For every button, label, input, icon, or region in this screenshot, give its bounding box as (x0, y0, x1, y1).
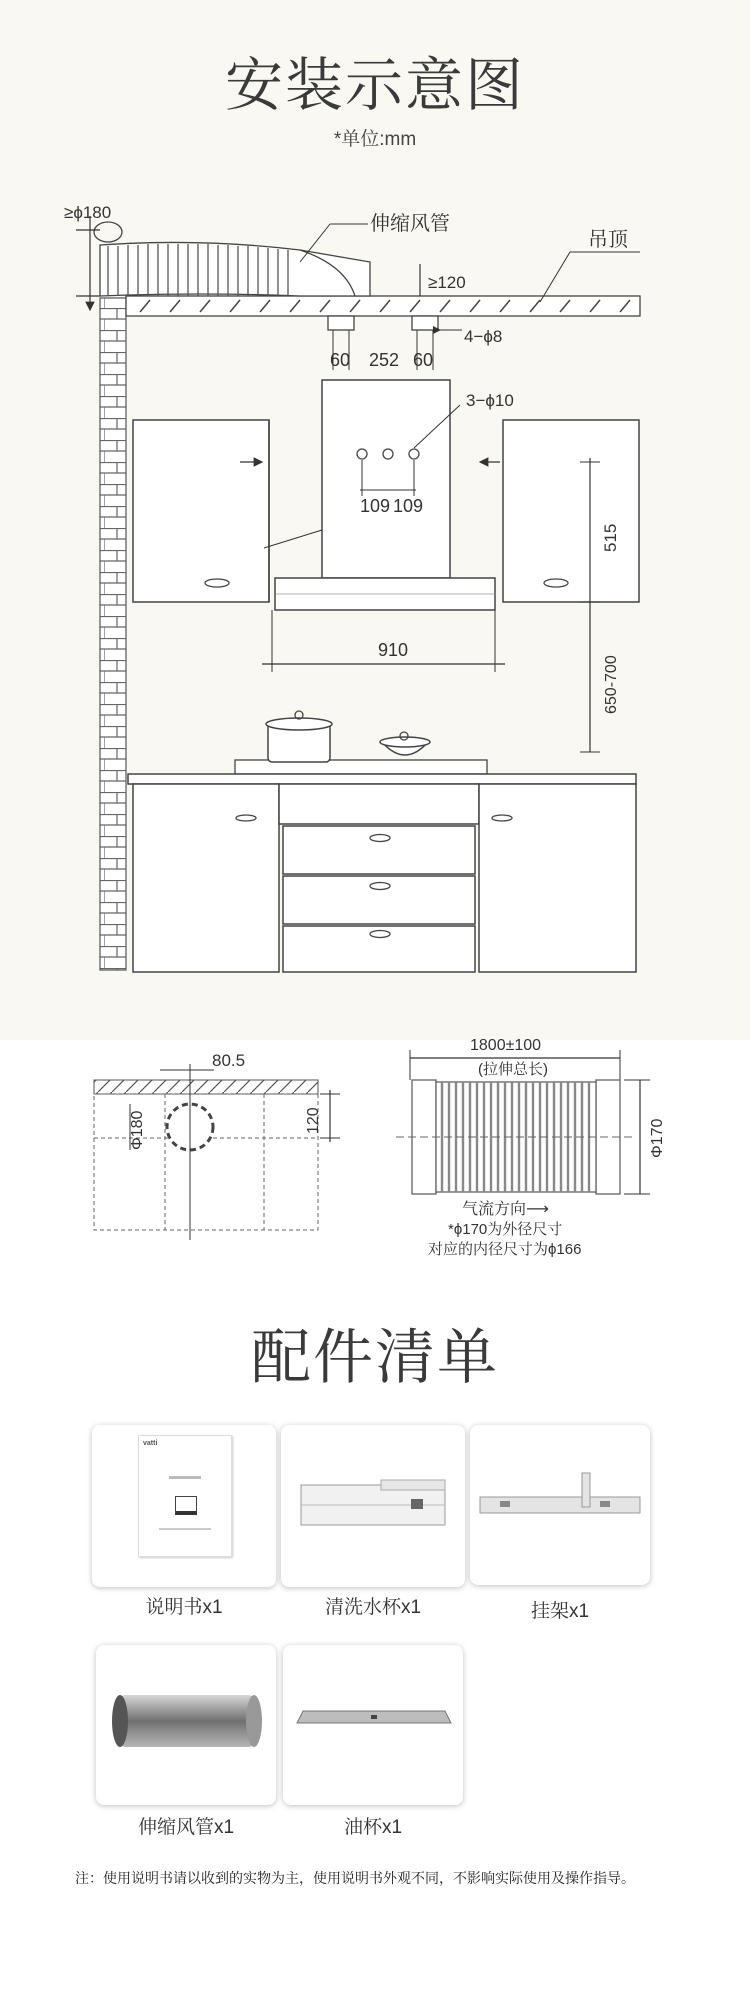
accessory-card-bracket (470, 1425, 650, 1585)
duct-length-note: (拉伸总长) (478, 1061, 548, 1078)
brick-wall (100, 298, 126, 970)
oil-cup-image (283, 1645, 463, 1805)
accessories-title: 配件清单 (251, 1323, 499, 1393)
footer-note: 注：使用说明书请以收到的实物为主，使用说明书外观不同，不影响实际使用及操作指导。 (75, 1870, 635, 1886)
stove (235, 711, 487, 774)
brand-logo: vatti (143, 1440, 158, 1447)
accessory-card-oil-cup (283, 1645, 463, 1805)
oil-cup-label: 油杯x1 (343, 1817, 403, 1838)
ge120-label: ≥120 (428, 273, 466, 292)
dim-650-700: 650-700 (603, 655, 620, 714)
duct-note-1: *ϕ170为外径尺寸 (448, 1221, 563, 1238)
ceiling-label: 吊顶 (588, 229, 628, 251)
lower-cabinets (128, 774, 636, 972)
bracket-image (470, 1425, 650, 1585)
duct-phi170: Φ170 (649, 1118, 666, 1158)
dim-120: 120 (305, 1107, 322, 1134)
phi180-top-label: ≥ϕ180 (64, 203, 112, 222)
ceiling (126, 296, 640, 316)
duct-note-2: 对应的内径尺寸为ϕ166 (428, 1241, 582, 1258)
airflow-label: 气流方向⟶ (462, 1201, 549, 1218)
manual-image (138, 1435, 232, 1557)
duct-length: 1800±100 (470, 1037, 542, 1054)
accessory-card-manual (92, 1425, 276, 1587)
unit-note: *单位:mm (333, 129, 417, 150)
dim-109b: 109 (393, 496, 424, 516)
upper-cabinet-left (133, 420, 269, 602)
dim-60b: 60 (413, 350, 434, 370)
cup-label: 清洗水杯x1 (324, 1597, 422, 1618)
holes-3-label: 3−ϕ10 (466, 391, 514, 410)
duct-label: 伸缩风管 (370, 213, 450, 235)
dim-252: 252 (369, 350, 400, 370)
manual-label: 说明书x1 (145, 1597, 223, 1618)
installation-title: 安装示意图 (224, 51, 525, 119)
accessory-card-cup (281, 1425, 465, 1587)
detail-phi180: Φ180 (129, 1110, 146, 1150)
accessory-card-duct (96, 1645, 276, 1805)
flexible-duct (94, 222, 370, 296)
cup-image (281, 1425, 465, 1587)
dim-109a: 109 (360, 496, 391, 516)
holes-4-label: 4−ϕ8 (464, 327, 503, 346)
dim-515: 515 (601, 523, 620, 552)
bracket-label: 挂架x1 (530, 1601, 590, 1622)
dim-80-5: 80.5 (212, 1051, 246, 1070)
upper-cabinet-right (503, 420, 639, 602)
dim-60a: 60 (330, 350, 351, 370)
duct-image (96, 1645, 276, 1805)
duct-accessory-label: 伸缩风管x1 (137, 1817, 235, 1838)
range-hood (264, 380, 495, 610)
dim-910: 910 (378, 640, 409, 660)
